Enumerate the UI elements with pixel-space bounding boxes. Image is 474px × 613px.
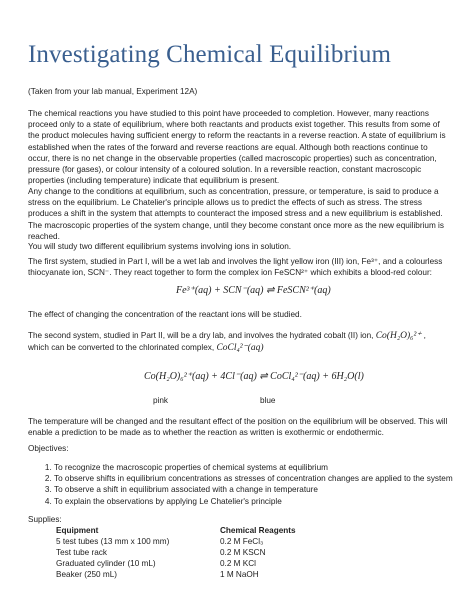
table-cell: 5 test tubes (13 mm x 100 mm) — [56, 537, 170, 546]
table-cell: 0.2 M FeCl₃ — [220, 537, 264, 546]
equation-text: Co(H₂O)₆²⁺(aq) + 4Cl⁻(aq) ⇌ CoCl₄²⁻(aq) + 6H₂O(l) — [144, 371, 364, 382]
second-system-paragraph — [28, 330, 448, 354]
objectives-list — [28, 462, 454, 507]
effect-paragraph: The effect of changing the concentration of the reactant ions will be studied. — [28, 310, 302, 319]
chloro-complex-formula: CoCl₄²⁻(aq) — [216, 343, 264, 354]
list-item: 2. To observe shifts in equilibrium concentrations as stresses of concentration changes are applied to the system — [54, 473, 454, 484]
equation-cobalt — [144, 371, 364, 382]
label-blue: blue — [260, 396, 276, 405]
list-item: 3. To observe a shift in equilibrium associated with a change in temperature — [54, 484, 454, 495]
equation-text: Fe³⁺(aq) + SCN⁻(aq) ⇌ FeSCN²⁺(aq) — [176, 285, 331, 296]
column-header-reagents: Chemical Reagents — [220, 526, 296, 535]
list-item: 1. To recognize the macroscopic properties of chemical systems at equilibrium — [54, 462, 454, 473]
objectives-heading: Objectives: — [28, 444, 69, 453]
source-note: (Taken from your lab manual, Experiment 12A) — [28, 87, 198, 96]
equation-iron-thiocyanate — [176, 285, 331, 296]
list-item: 4. To explain the observations by applying Le Chatelier's principle — [54, 496, 454, 507]
table-row — [56, 569, 296, 580]
supplies-table — [56, 525, 296, 580]
table-cell: 1 M NaOH — [220, 570, 259, 579]
table-cell: Beaker (250 mL) — [56, 570, 117, 579]
table-cell: 0.2 M KSCN — [220, 548, 266, 557]
cobalt-ion-formula: Co(H₂O)₆²⁺ — [375, 331, 422, 341]
table-row — [56, 547, 296, 558]
table-cell: Test tube rack — [56, 548, 107, 557]
second-system-text-b: , which can be converted to the chlorinated complex, — [28, 331, 426, 353]
first-system-paragraph: The first system, studied in Part I, will be a wet lab and involves the light yellow iron (III) ion, Fe³⁺, and a colourless thiocyanate ion, SCN⁻. They react together to form the complex ion FeSCN²⁺ which exhibits a blood-red colour: — [28, 257, 443, 278]
stress-paragraph: Any change to the conditions at equilibrium, such as concentration, pressure, or temperature, is said to produce a stress on the equilibrium. Le Chatelier's principle allows us to predict the effects of such as stress. The stress produces a shift in the system that attempts to counteract the imposed stress and a new equilibrium is established. The macroscopic properties of the system change, until they become constant once more as the new equilibrium is reached. — [28, 187, 444, 241]
column-header-equipment: Equipment — [56, 526, 99, 535]
table-cell: 0.2 M KCl — [220, 559, 256, 568]
second-system-text-a: The second system, studied in Part II, will be a dry lab, and involves the hydrated cobalt (II) ion, — [28, 331, 374, 340]
page-title: Investigating Chemical Equilibrium — [28, 41, 392, 68]
table-row — [56, 536, 296, 547]
table-header-row — [56, 525, 296, 536]
systems-paragraph: You will study two different equilibrium systems involving ions in solution. — [28, 242, 292, 251]
table-row — [56, 558, 296, 569]
intro-paragraph: The chemical reactions you have studied to this point have proceeded to completion. However, many reactions proceed only to a state of equilibrium, where both reactants and products exist together. This results from some of the product molecules having sufficient energy to reform the reactants in a reverse reaction. A state of equilibrium is established when the rates of the forward and reverse reactions are equal. Although both reactions continue to occur, there is no net change in the observable properties (called macroscopic properties) such as concentration, pressure (for gases), or colour intensity of a coloured solution. In a reversible reaction, constant macroscopic properties (including temperature) indicate that equilibrium is present. — [28, 109, 446, 186]
label-pink: pink — [153, 396, 169, 405]
table-cell: Graduated cylinder (10 mL) — [56, 559, 156, 568]
supplies-heading: Supplies: — [28, 515, 62, 524]
temperature-paragraph: The temperature will be changed and the resultant effect of the position on the equilibrium will be observed. This will enable a prediction to be made as to whether the reaction as written is exothermic or endothermic. — [28, 417, 448, 438]
